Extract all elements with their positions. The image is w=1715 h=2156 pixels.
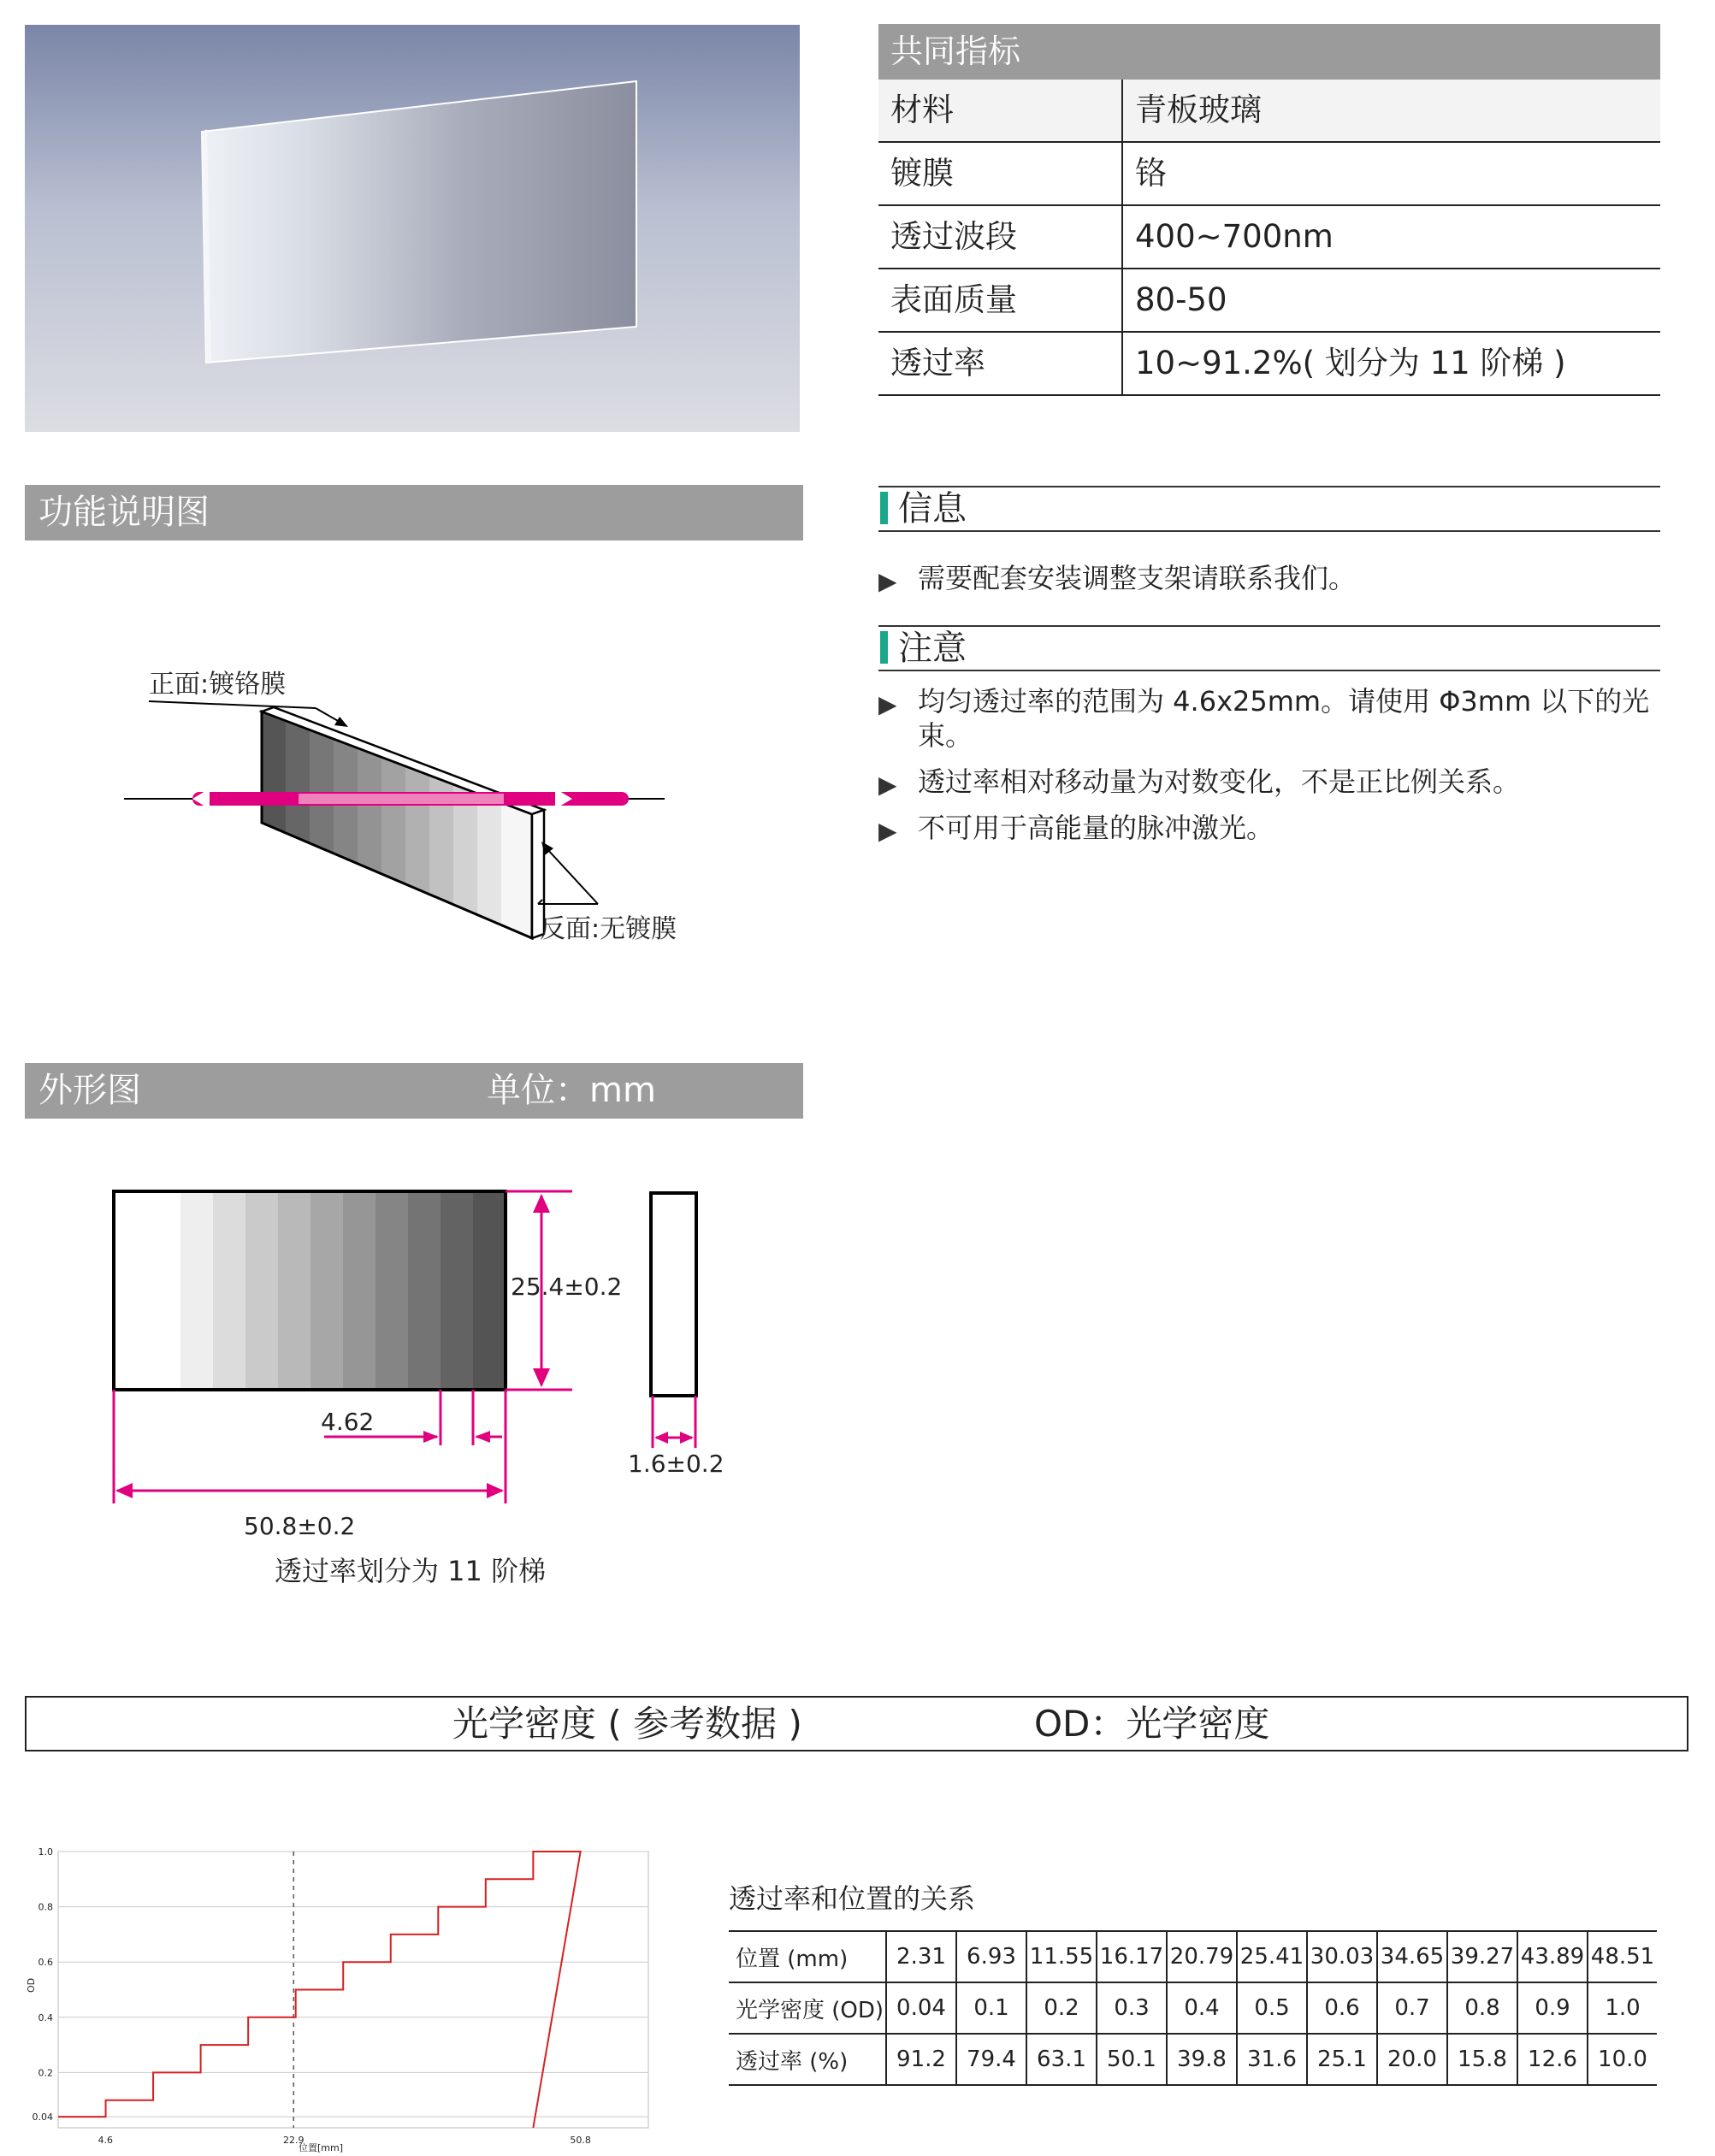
table-cell: 0.9 [1517,1982,1588,2034]
relation-table [729,1930,1657,2086]
section-mark-icon [880,631,888,664]
table-row [729,1931,1657,1982]
info-title-text: 信息 [898,489,967,529]
back-face-label: 反面:无镀膜 [540,914,677,944]
product-photo [25,25,800,432]
list-item [878,811,1660,845]
list-item [878,684,1660,753]
chart-y-tick-label: 0.2 [38,2067,53,2079]
height-dimension-label: 25.4±0.2 [511,1273,623,1301]
note-item-text: 均匀透过率的范围为 4.6x25mm。请使用 Φ3mm 以下的光束。 [918,685,1650,752]
spec-key: 透过波段 [878,206,1123,268]
table-row [729,1982,1657,2034]
thickness-dimension-label: 1.6±0.2 [628,1450,724,1478]
table-cell: 30.03 [1307,1931,1377,1982]
table-cell: 6.93 [956,1931,1026,1982]
spec-row [878,269,1660,333]
table-cell: 91.2 [886,2034,956,2085]
table-cell: 0.04 [886,1982,956,2034]
chart-x-ticks [98,2135,591,2146]
spec-row [878,206,1660,269]
front-face-label: 正面:镀铬膜 [149,670,287,700]
spec-table [878,24,1660,396]
table-cell: 10.0 [1588,2034,1657,2085]
chart-gridlines [58,1852,648,2117]
thickness-dimension [653,1396,695,1448]
chart-x-tick-label: 4.6 [98,2135,114,2146]
table-row [729,2034,1657,2085]
front-leader-line [149,701,316,708]
table-cell: 20.79 [1167,1931,1237,1982]
table-cell: 0.2 [1026,1982,1097,2034]
chart-y-tick-label: 0.8 [38,1901,53,1913]
table-cell: 39.27 [1447,1931,1517,1982]
table-cell: 0.7 [1377,1982,1447,2034]
chart-y-tick-label: 0.4 [38,2011,53,2023]
spec-key: 镀膜 [878,143,1123,204]
optical-density-title: 光学密度 ( 参考数据 ) [452,1703,802,1745]
beam-arrow-right [555,789,572,809]
notes-title-text: 注意 [898,629,967,668]
function-diagram [25,540,803,1019]
table-cell: 25.41 [1237,1931,1307,1982]
plate-front-view [114,1191,506,1390]
chart-x-axis-label: 位置[mm] [299,2142,344,2153]
table-cell: 39.8 [1167,2034,1237,2085]
spec-row [878,143,1660,206]
spec-value: 铬 [1135,155,1167,192]
row-header: 透过率 (%) [729,2034,886,2085]
list-item [878,561,1660,595]
outline-diagram [25,1119,803,1598]
beam-arrow-left [192,789,210,809]
table-cell: 50.1 [1097,2034,1167,2085]
info-item-text: 需要配套安装调整支架请联系我们。 [918,562,1357,594]
table-cell: 0.4 [1167,1982,1237,2034]
table-cell: 15.8 [1447,2034,1517,2085]
spec-value: 10~91.2%( 划分为 11 阶梯 ) [1135,345,1566,381]
plate-steps [262,712,532,938]
chart-series-line [58,1852,581,2128]
step-dimension-label: 4.62 [321,1408,375,1436]
notes-list [878,684,1660,857]
table-cell: 0.3 [1097,1982,1167,2034]
function-diagram-title: 功能说明图 [38,493,210,532]
chart-y-tick-label: 0.04 [32,2112,53,2124]
outline-caption: 透过率划分为 11 阶梯 [275,1555,547,1587]
relation-table-title: 透过率和位置的关系 [729,1882,976,1915]
optical-density-banner [25,1696,1688,1751]
table-cell: 0.6 [1307,1982,1377,2034]
table-cell: 63.1 [1026,2034,1097,2085]
table-cell: 34.65 [1377,1931,1447,1982]
spec-value: 400~700nm [1135,218,1334,255]
notes-section-title [878,625,1660,671]
info-list [878,561,1660,607]
width-dimension [114,1390,506,1503]
unit-label: 单位：mm [487,1071,656,1110]
table-cell: 0.5 [1237,1982,1307,2034]
list-item [878,765,1660,799]
section-mark-icon [880,492,888,524]
plate-side-view [651,1193,696,1396]
function-diagram-header [25,485,803,540]
table-cell: 48.51 [1588,1931,1657,1982]
table-cell: 25.1 [1307,2034,1377,2085]
outline-diagram-title: 外形图 [38,1071,141,1110]
table-cell: 11.55 [1026,1931,1097,1982]
table-cell: 12.6 [1517,2034,1588,2085]
optical-density-subtitle: OD：光学密度 [1034,1703,1270,1745]
chart-x-tick-label: 50.8 [570,2135,591,2146]
chart-plot-area [58,1852,648,2128]
spec-value: 80-50 [1135,281,1227,318]
chart-x-tick-label: 22.9 [283,2135,305,2146]
table-cell: 20.0 [1377,2034,1447,2085]
chart-y-tick-label: 0.6 [38,1957,53,1969]
table-cell: 16.17 [1097,1931,1167,1982]
table-cell: 43.89 [1517,1931,1588,1982]
table-cell: 2.31 [886,1931,956,1982]
bullet-triangle-icon: ▶ [878,771,897,799]
bullet-triangle-icon: ▶ [878,690,897,718]
row-header: 光学密度 (OD) [729,1982,886,2034]
od-chart [17,1822,650,2155]
note-item-text: 不可用于高能量的脉冲激光。 [918,812,1274,844]
spec-key: 透过率 [878,333,1123,394]
table-cell: 0.1 [956,1982,1026,2034]
spec-key: 材料 [878,80,1123,141]
table-cell: 31.6 [1237,2034,1307,2085]
table-cell: 79.4 [956,2034,1026,2085]
spec-row [878,333,1660,396]
table-cell: 1.0 [1588,1982,1657,2034]
note-item-text: 透过率相对移动量为对数变化，不是正比例关系。 [918,765,1521,798]
spec-value: 青板玻璃 [1135,92,1262,128]
spec-table-title: 共同指标 [878,24,1660,80]
chart-y-tick-label: 1.0 [38,1846,53,1858]
chart-y-axis-label: OD [26,1977,37,1993]
info-section-title [878,486,1660,532]
width-dimension-label: 50.8±0.2 [244,1512,356,1540]
table-cell: 0.8 [1447,1982,1517,2034]
row-header: 位置 (mm) [729,1931,886,1982]
outline-diagram-header [25,1063,803,1119]
spec-key: 表面质量 [878,269,1123,331]
bullet-triangle-icon: ▶ [878,567,897,595]
spec-row [878,80,1660,143]
bullet-triangle-icon: ▶ [878,817,897,845]
